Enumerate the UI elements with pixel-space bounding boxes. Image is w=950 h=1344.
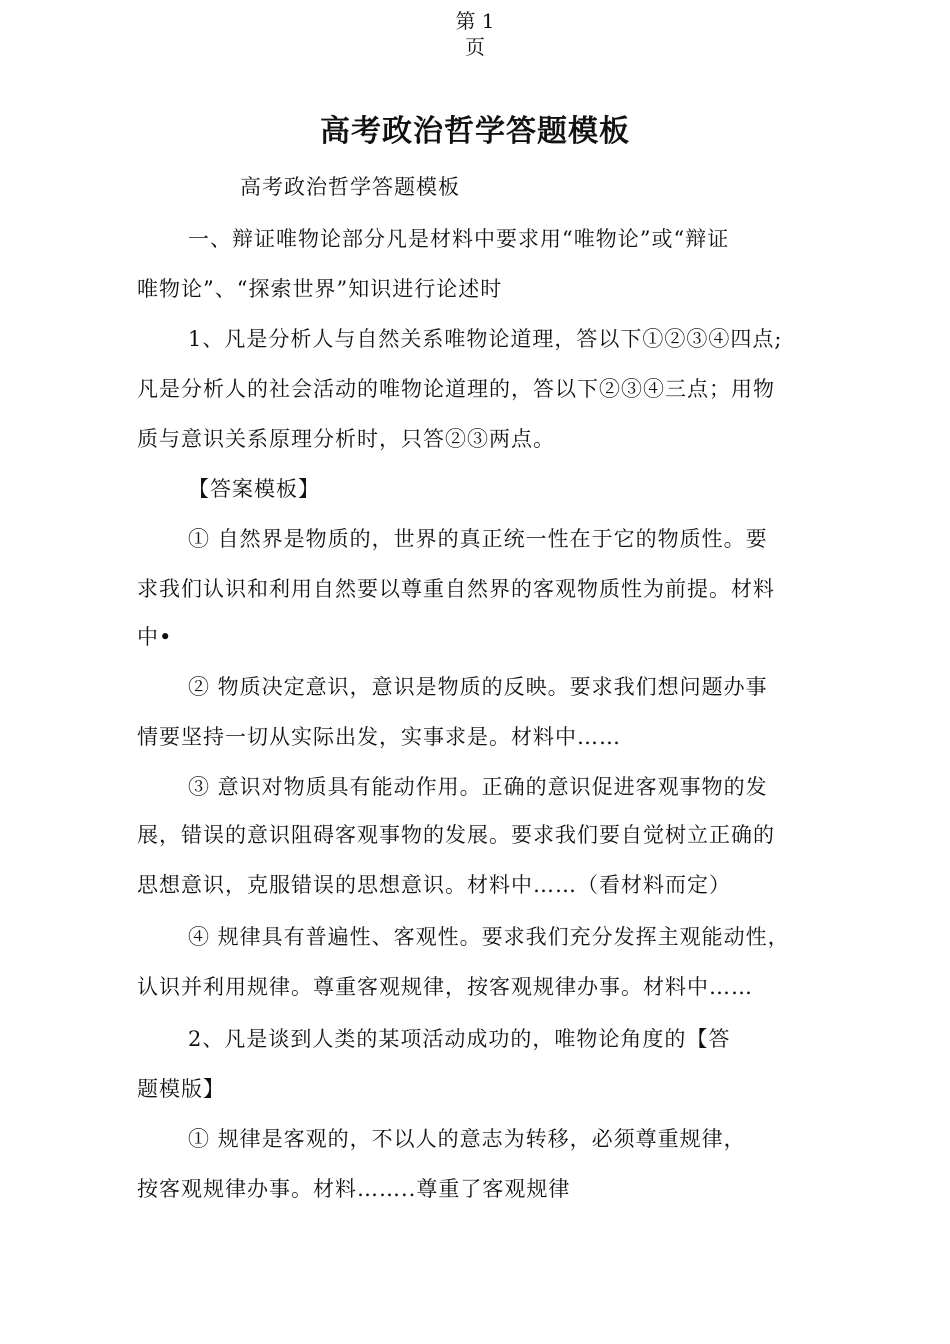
paragraph-line: 思想意识，克服错误的思想意识。材料中……（看材料而定） — [137, 873, 731, 897]
paragraph-line: ① 自然界是物质的，世界的真正统一性在于它的物质性。要 — [188, 527, 768, 551]
paragraph-line: 中• — [137, 625, 173, 649]
paragraph-line: 认识并利用规律。尊重客观规律，按客观规律办事。材料中…… — [137, 975, 753, 999]
paragraph-line: 唯物论”、“探索世界”知识进行论述时 — [137, 277, 503, 301]
paragraph-line: 情要坚持一切从实际出发，实事求是。材料中…… — [137, 725, 621, 749]
document-subtitle: 高考政治哲学答题模板 — [240, 175, 460, 199]
answer-template-heading: 【答案模板】 — [188, 477, 320, 501]
paragraph-line: 一、辩证唯物论部分凡是材料中要求用“唯物论”或“辩证 — [188, 227, 730, 251]
paragraph-line: 按客观规律办事。材料……..尊重了客观规律 — [137, 1177, 571, 1201]
page-number-line-2: 页 — [465, 35, 485, 59]
paragraph-line: 题模版】 — [137, 1077, 225, 1101]
paragraph-line: 2、凡是谈到人类的某项活动成功的，唯物论角度的【答 — [188, 1027, 731, 1051]
paragraph-line: ③ 意识对物质具有能动作用。正确的意识促进客观事物的发 — [188, 775, 768, 799]
page-number-line-1: 第 1 — [455, 9, 495, 33]
paragraph-line: 质与意识关系原理分析时，只答②③两点。 — [137, 427, 555, 451]
paragraph-line: ② 物质决定意识，意识是物质的反映。要求我们想问题办事 — [188, 675, 768, 699]
paragraph-line: ④ 规律具有普遍性、客观性。要求我们充分发挥主观能动性， — [188, 925, 790, 949]
document-title: 高考政治哲学答题模板 — [320, 114, 630, 149]
paragraph-line: 1、凡是分析人与自然关系唯物论道理，答以下①②③④四点; — [188, 327, 783, 351]
paragraph-line: ① 规律是客观的，不以人的意志为转移，必须尊重规律， — [188, 1127, 746, 1151]
paragraph-line: 展，错误的意识阻碍客观事物的发展。要求我们要自觉树立正确的 — [137, 823, 775, 847]
paragraph-line: 凡是分析人的社会活动的唯物论道理的，答以下②③④三点；用物 — [137, 377, 775, 401]
paragraph-line: 求我们认识和利用自然要以尊重自然界的客观物质性为前提。材料 — [137, 577, 775, 601]
